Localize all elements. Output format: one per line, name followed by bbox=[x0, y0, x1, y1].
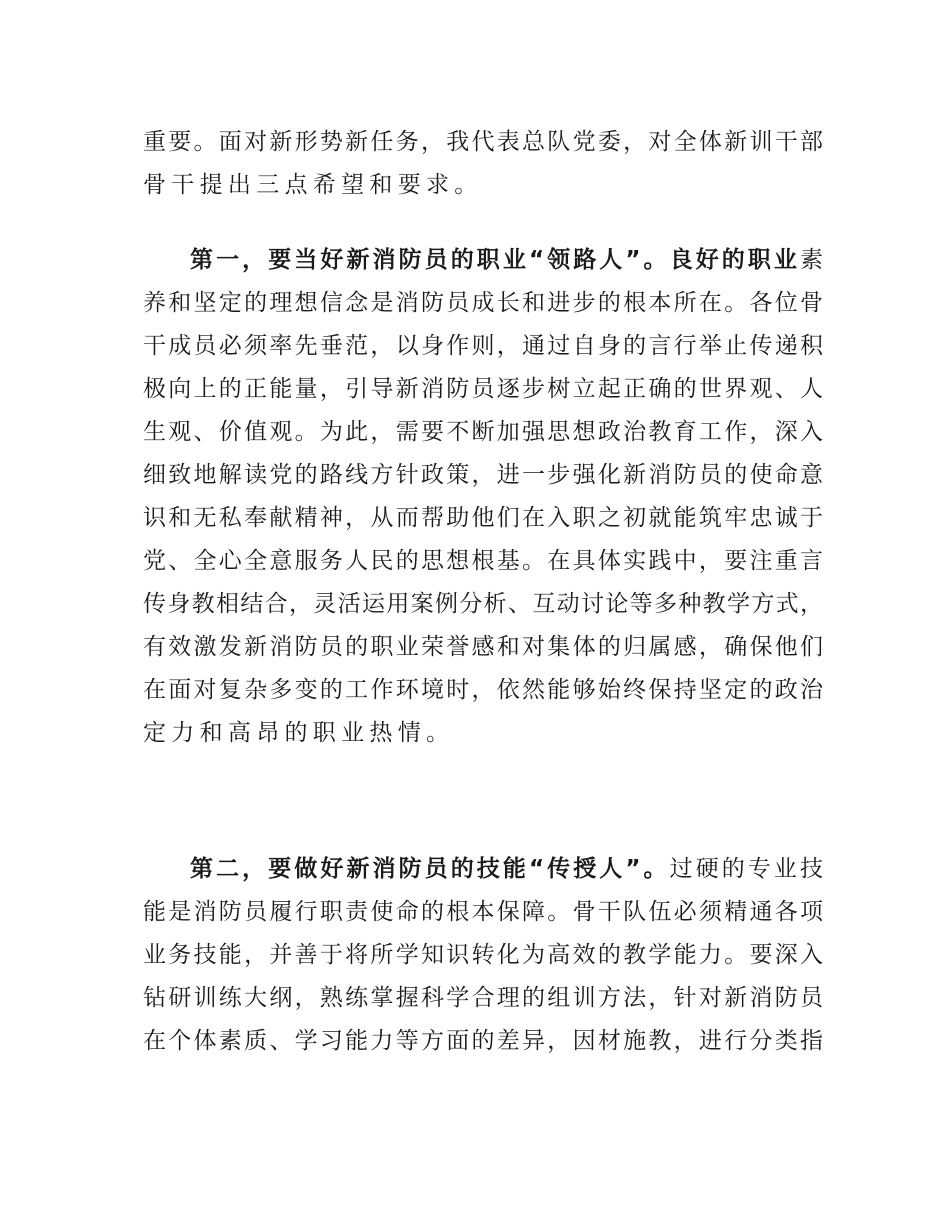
text-span: 过硬的专业技 bbox=[669, 856, 824, 882]
paragraph-first-point bbox=[143, 239, 823, 755]
text-line: 重要。面对新形势新任务，我代表总队党委，对全体新训干部 bbox=[143, 129, 823, 155]
text-line: 骨干提出三点希望和要求。 bbox=[143, 172, 483, 198]
text-line: 有效激发新消防员的职业荣誉感和对集体的归属感，确保他们 bbox=[143, 634, 823, 660]
paragraph-first-line bbox=[143, 848, 823, 891]
text-line: 干成员必须率先垂范，以身作则，通过自身的言行举止传递积 bbox=[143, 333, 823, 359]
text-line: 在面对复杂多变的工作环境时，依然能够始终保持坚定的政治 bbox=[143, 677, 823, 703]
text-line: 定力和高昂的职业热情。 bbox=[143, 720, 455, 746]
text-line: 细致地解读党的路线方针政策，进一步强化新消防员的使命意 bbox=[143, 462, 823, 488]
text-line: 极向上的正能量，引导新消防员逐步树立起正确的世界观、人 bbox=[143, 376, 823, 402]
point-heading: 第一，要当好新消防员的职业“领路人”。良好的职业 bbox=[190, 247, 800, 273]
paragraph-second-point bbox=[143, 848, 823, 1063]
paragraph-first-line bbox=[143, 239, 823, 282]
text-line: 党、全心全意服务人民的思想根基。在具体实践中，要注重言 bbox=[143, 548, 823, 574]
text-line: 钻研训练大纲，熟练掌握科学合理的组训方法，针对新消防员 bbox=[143, 985, 823, 1011]
text-line: 传身教相结合，灵活运用案例分析、互动讨论等多种教学方式， bbox=[143, 591, 823, 617]
text-line: 能是消防员履行职责使命的根本保障。骨干队伍必须精通各项 bbox=[143, 899, 823, 925]
text-line: 业务技能，并善于将所学知识转化为高效的教学能力。要深入 bbox=[143, 942, 823, 968]
text-line: 识和无私奉献精神，从而帮助他们在入职之初就能筑牢忠诚于 bbox=[143, 505, 823, 531]
point-heading: 第二，要做好新消防员的技能“传授人”。 bbox=[190, 856, 670, 882]
text-line: 在个体素质、学习能力等方面的差异，因材施教，进行分类指 bbox=[143, 1028, 823, 1054]
text-line: 生观、价值观。为此，需要不断加强思想政治教育工作，深入 bbox=[143, 419, 823, 445]
paragraph-intro bbox=[143, 121, 823, 207]
text-span: 素 bbox=[800, 247, 823, 273]
text-line: 养和坚定的理想信念是消防员成长和进步的根本所在。各位骨 bbox=[143, 290, 823, 316]
